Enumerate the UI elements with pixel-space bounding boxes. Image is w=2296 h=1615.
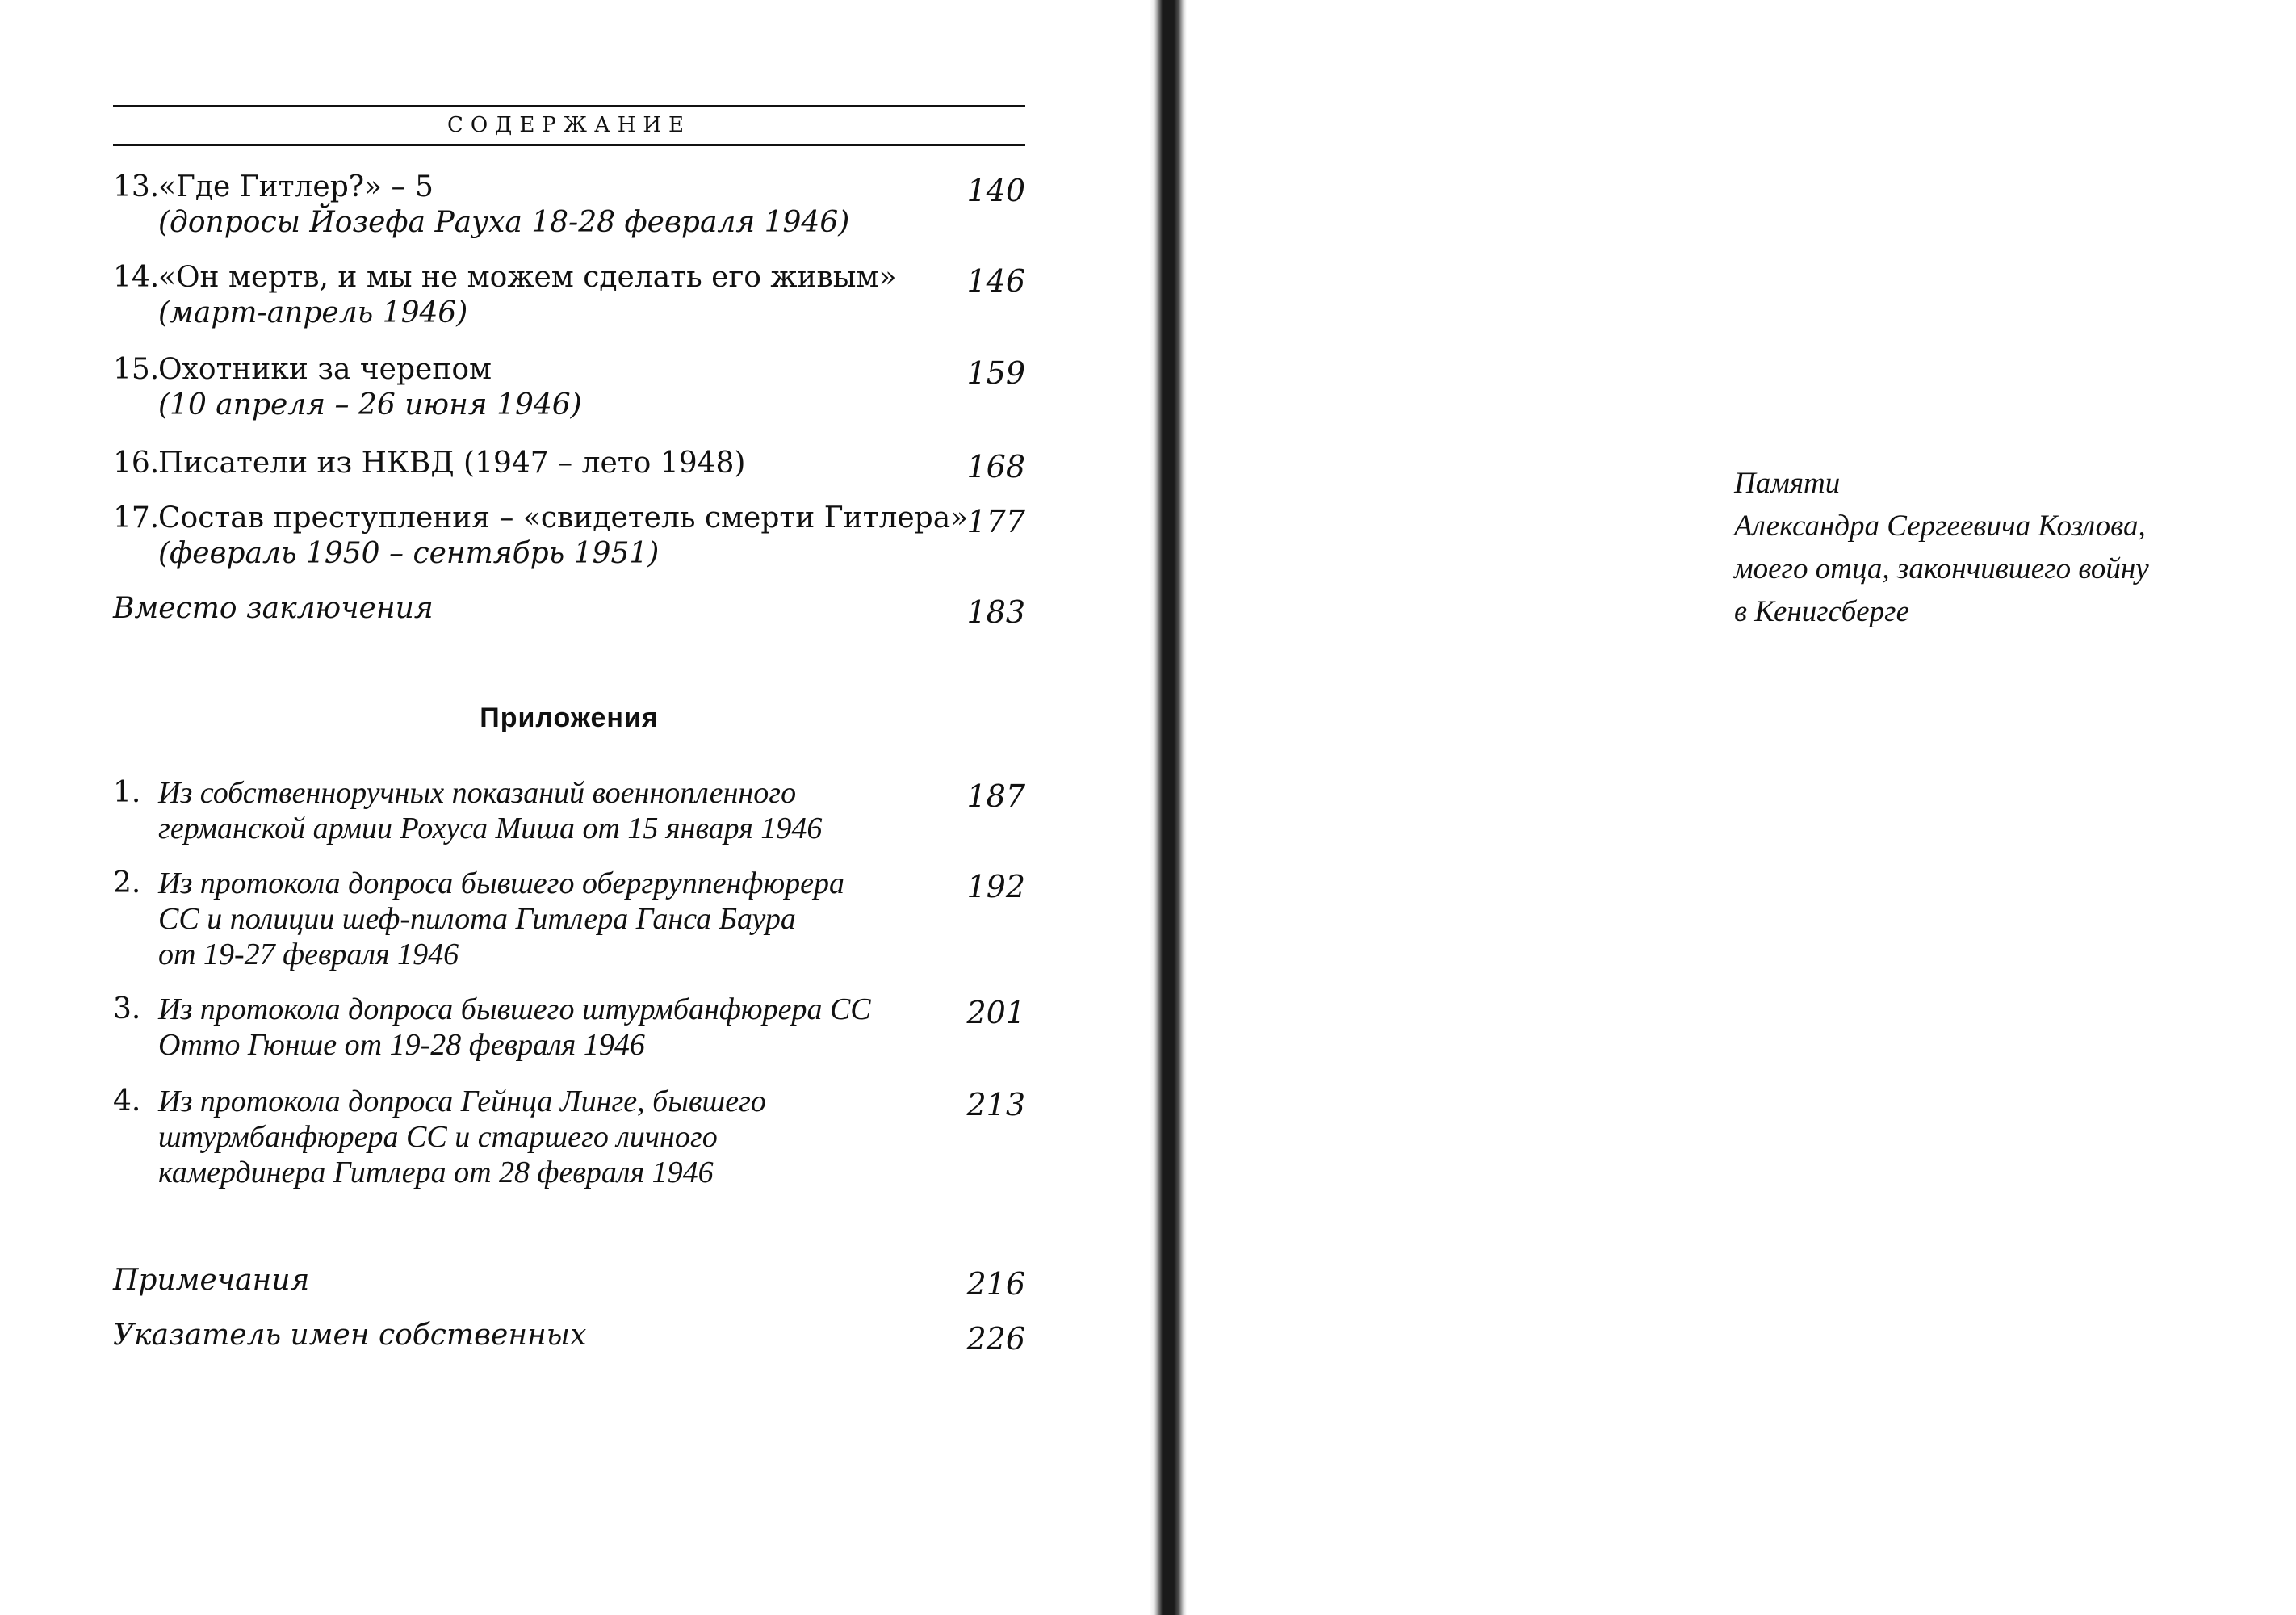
appendix-line: германской армии Рохуса Миша от 15 января 1946	[158, 812, 823, 845]
toc-subtitle: (10 апреля – 26 июня 1946)	[158, 388, 582, 422]
toc-subtitle: (март-апрель 1946)	[158, 296, 468, 329]
toc-number: 15.	[113, 353, 160, 386]
appendix-line: Из протокола допроса бывшего штурмбанфюрера СС	[158, 992, 871, 1026]
dedication-text	[1734, 462, 2149, 633]
book-spine-gutter	[1150, 0, 1187, 1615]
appendix-number: 4.	[113, 1084, 141, 1118]
appendix-line: штурмбанфюрера СС и старшего личного	[158, 1120, 718, 1154]
toc-page-number: 168	[966, 449, 1025, 484]
dedication-line: в Кенигсберге	[1734, 595, 1909, 628]
toc-page-number: 226	[966, 1321, 1025, 1357]
toc-subtitle: (допросы Йозефа Рауха 18-28 февраля 1946)	[158, 206, 850, 239]
appendix-page-number: 213	[966, 1087, 1025, 1122]
toc-title: «Он мертв, и мы не можем сделать его живым»	[158, 261, 897, 294]
appendix-page-number: 187	[966, 778, 1025, 814]
toc-page-number: 159	[966, 355, 1025, 391]
appendix-line: Из протокола допроса Гейнца Линге, бывшего	[158, 1084, 766, 1118]
appendix-entry-2	[113, 866, 1025, 972]
appendix-entry-4	[113, 1084, 1025, 1190]
toc-number: 16.	[113, 447, 160, 480]
toc-number: 13.	[113, 170, 160, 203]
appendix-number: 1.	[113, 776, 141, 809]
appendix-entry-1	[113, 775, 1025, 846]
toc-number: 17.	[113, 501, 160, 535]
toc-page-number: 140	[966, 173, 1025, 208]
appendix-number: 2.	[113, 866, 141, 900]
appendix-entry-3	[113, 992, 1025, 1063]
running-head: СОДЕРЖАНИЕ	[446, 113, 692, 137]
appendix-line: от 19-27 февраля 1946	[158, 938, 459, 971]
toc-entry-conclusion	[113, 591, 1025, 630]
toc-entry-17	[113, 501, 1025, 572]
toc-page-number: 216	[966, 1266, 1025, 1302]
toc-entry-13	[113, 170, 1025, 241]
toc-title: «Где Гитлер?» – 5	[158, 170, 434, 203]
appendix-line: СС и полиции шеф-пилота Гитлера Ганса Баура	[158, 902, 796, 936]
toc-page-number: 177	[966, 504, 1025, 539]
toc-title: Состав преступления – «свидетель смерти Гитлера»	[158, 501, 969, 535]
header-rule-bottom	[113, 144, 1025, 146]
toc-title: Писатели из НКВД (1947 – лето 1948)	[158, 447, 746, 480]
toc-title: Охотники за черепом	[158, 353, 492, 386]
toc-title: Примечания	[113, 1264, 310, 1297]
appendix-line: Отто Гюнше от 19-28 февраля 1946	[158, 1028, 645, 1062]
toc-entry-index	[113, 1318, 1025, 1357]
toc-title: Указатель имен собственных	[113, 1319, 587, 1352]
appendix-number: 3.	[113, 992, 141, 1026]
dedication-line: Александра Сергеевича Козлова,	[1734, 510, 2146, 543]
toc-title: Вместо заключения	[113, 592, 434, 625]
appendix-line: Из собственноручных показаний военнопленного	[158, 776, 797, 810]
toc-page-number: 183	[966, 594, 1025, 630]
toc-subtitle: (февраль 1950 – сентябрь 1951)	[158, 537, 660, 570]
header-rule-top	[113, 105, 1025, 107]
appendix-page-number: 192	[966, 869, 1025, 904]
appendix-line: Из протокола допроса бывшего обергруппенфюрера	[158, 866, 844, 900]
appendix-page-number: 201	[966, 995, 1025, 1030]
appendix-heading: Приложения	[480, 703, 659, 733]
toc-page-number: 146	[966, 263, 1025, 299]
toc-entry-notes	[113, 1263, 1025, 1302]
toc-entry-14	[113, 260, 1025, 331]
dedication-line: Памяти	[1734, 467, 1841, 500]
toc-entry-15	[113, 352, 1025, 423]
toc-entry-16	[113, 446, 1025, 484]
toc-number: 14.	[113, 261, 160, 294]
dedication-page	[1187, 0, 2296, 1615]
dedication-line: моего отца, закончившего войну	[1734, 552, 2149, 585]
appendix-line: камердинера Гитлера от 28 февраля 1946	[158, 1156, 714, 1189]
